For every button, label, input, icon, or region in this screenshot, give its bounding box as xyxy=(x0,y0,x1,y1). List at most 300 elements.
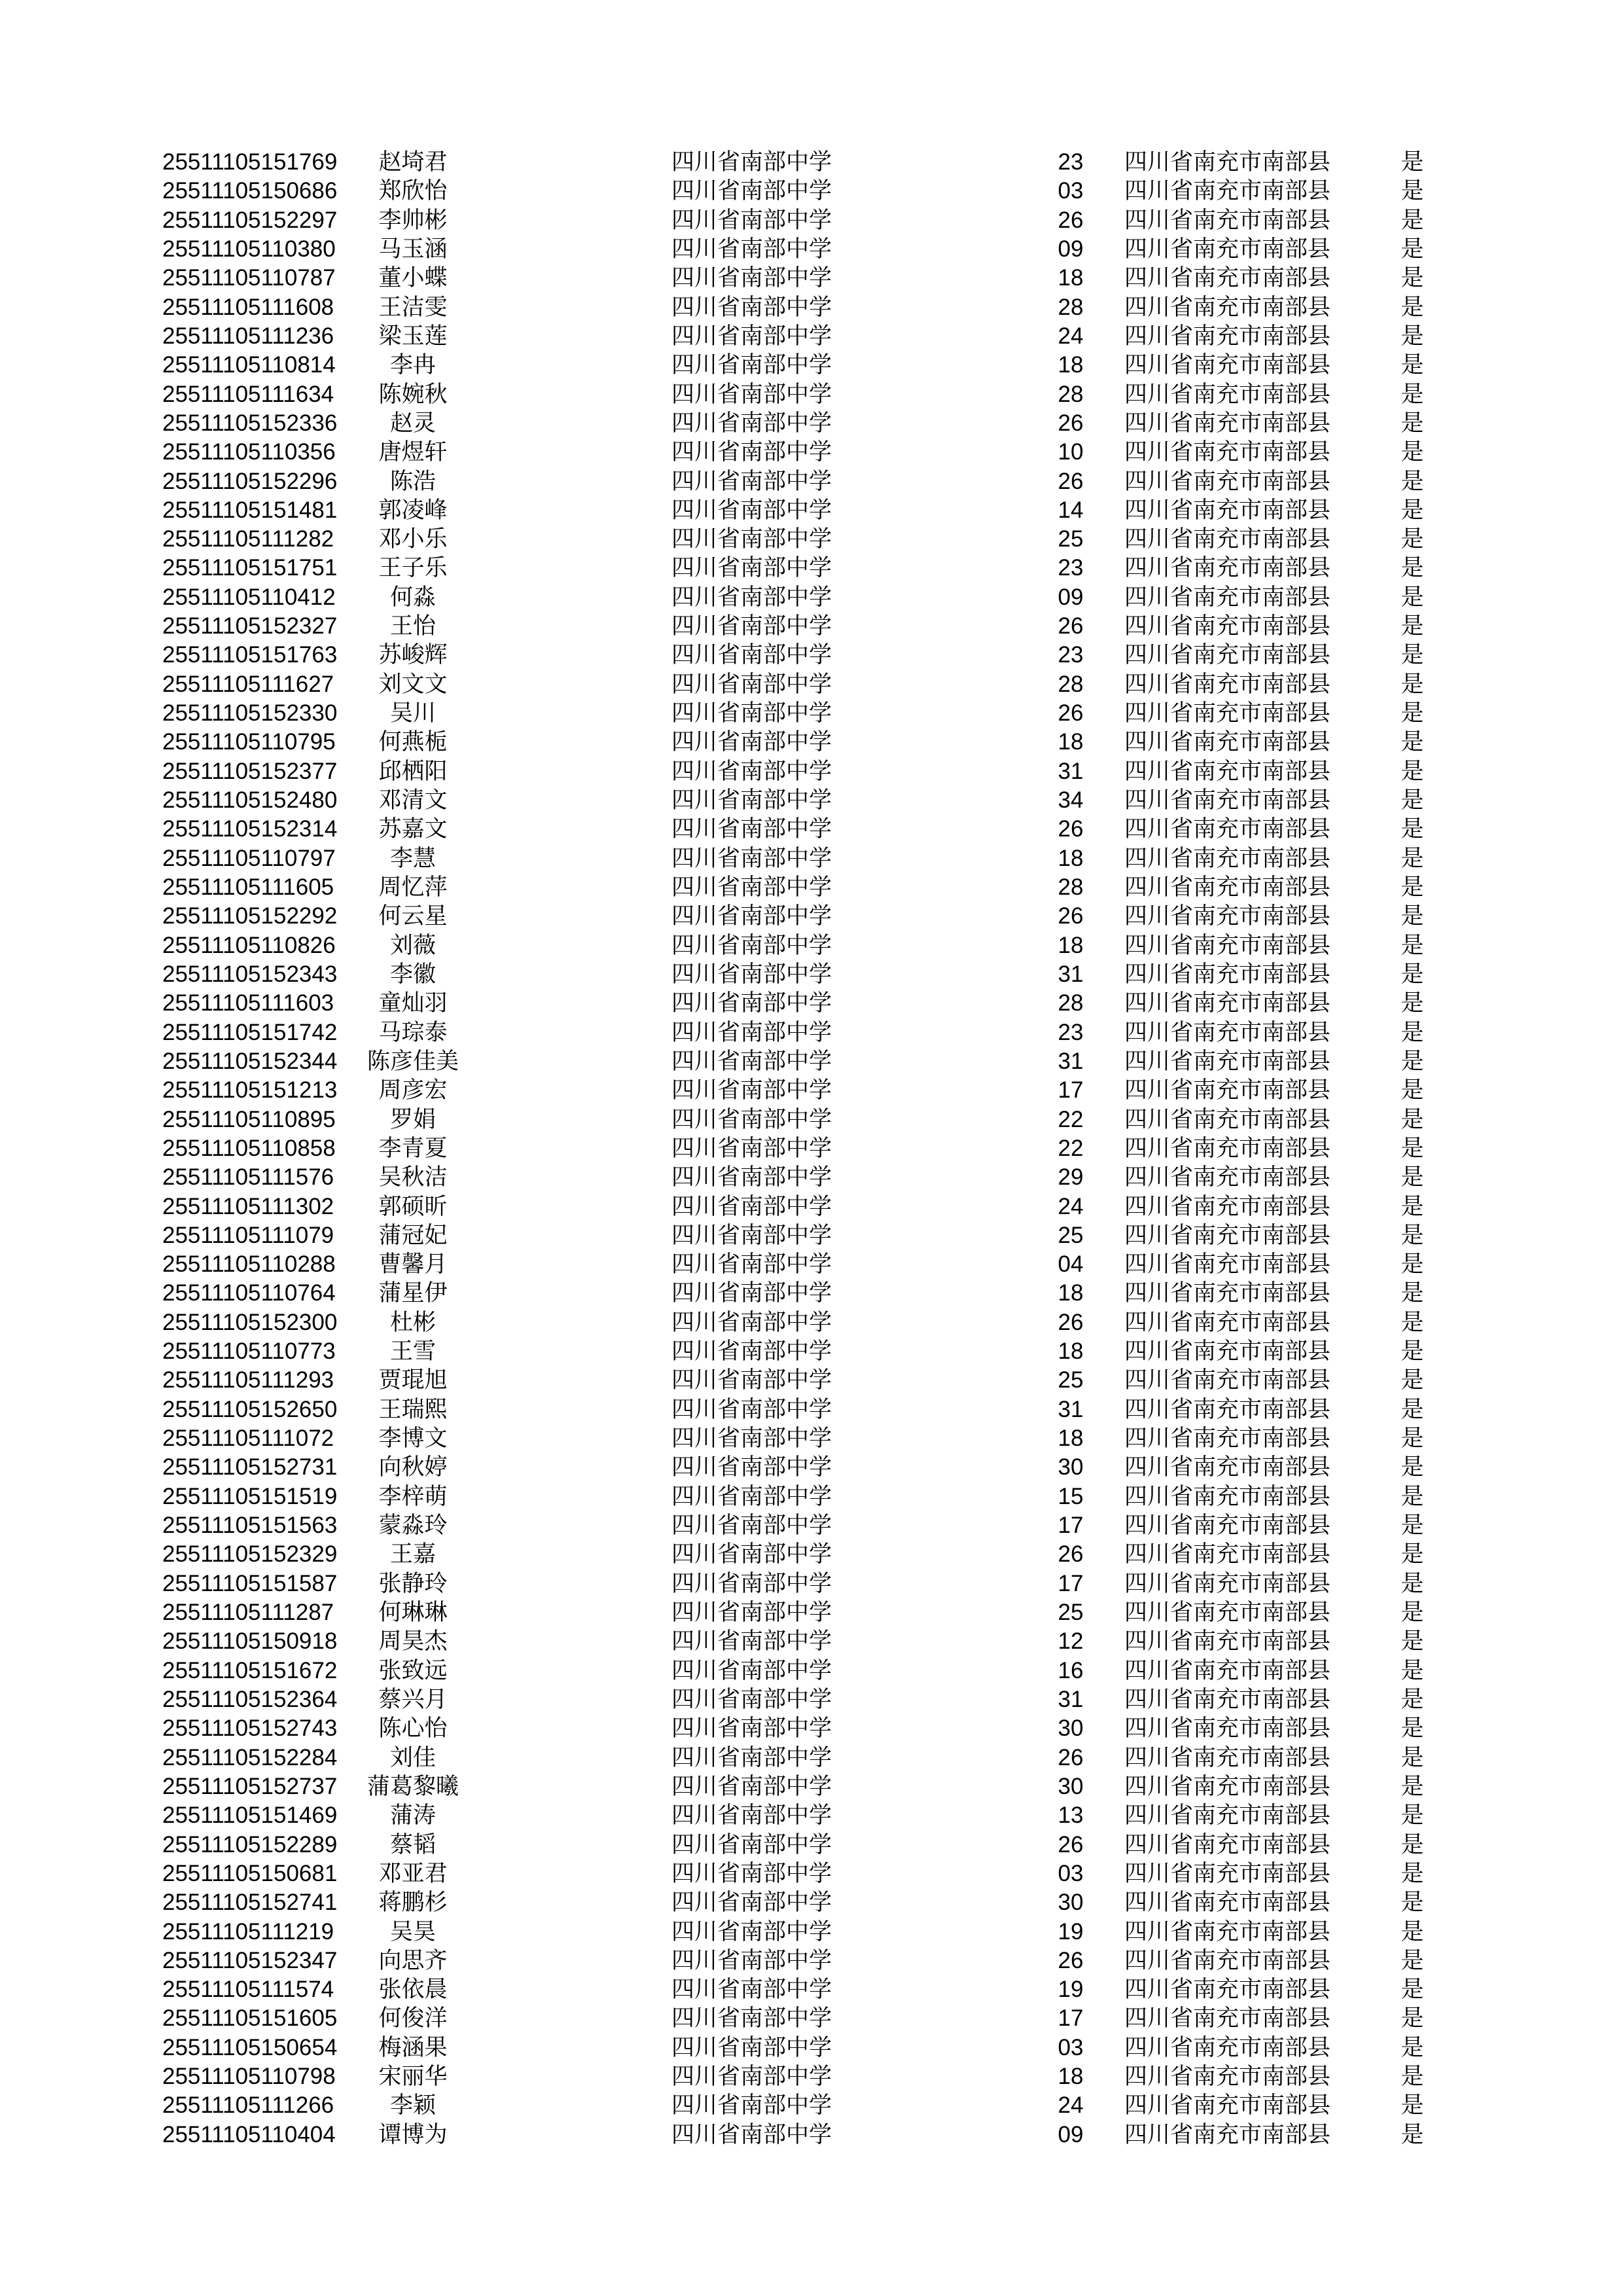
table-row xyxy=(0,1888,1623,1917)
cell-school: 四川省南部中学 xyxy=(671,178,832,204)
cell-student-name: 王洁雯 xyxy=(378,294,448,320)
cell-school: 四川省南部中学 xyxy=(671,555,832,581)
cell-class-code: 26 xyxy=(1058,1831,1084,1857)
cell-region: 四川省南充市南部县 xyxy=(1124,729,1331,755)
cell-class-code: 17 xyxy=(1058,2005,1084,2032)
cell-student-name: 刘薇 xyxy=(389,932,436,958)
cell-status: 是 xyxy=(1400,961,1424,987)
cell-student-name: 张静玲 xyxy=(378,1570,448,1596)
table-row xyxy=(0,525,1623,554)
cell-class-code: 26 xyxy=(1058,1744,1084,1770)
cell-student-name: 马玉涵 xyxy=(378,236,448,262)
cell-region: 四川省南充市南部县 xyxy=(1124,1918,1331,1945)
cell-region: 四川省南充市南部县 xyxy=(1124,1222,1331,1248)
cell-region: 四川省南充市南部县 xyxy=(1124,1513,1331,1539)
cell-student-name: 李青夏 xyxy=(378,1135,448,1161)
cell-class-code: 31 xyxy=(1058,758,1084,784)
cell-student-name: 蔡兴月 xyxy=(378,1686,448,1712)
cell-region: 四川省南充市南部县 xyxy=(1124,439,1331,465)
cell-student-name: 向思齐 xyxy=(378,1947,448,1973)
table-row xyxy=(0,2121,1623,2149)
cell-student-name: 陈浩 xyxy=(389,468,436,494)
cell-student-name: 向秋婷 xyxy=(378,1454,448,1480)
cell-class-code: 30 xyxy=(1058,1715,1084,1742)
cell-class-code: 18 xyxy=(1058,1280,1084,1306)
table-row xyxy=(0,583,1623,612)
cell-status: 是 xyxy=(1400,1803,1424,1829)
cell-student-name: 李博文 xyxy=(378,1426,448,1452)
cell-school: 四川省南部中学 xyxy=(671,439,832,465)
cell-class-code: 23 xyxy=(1058,555,1084,581)
cell-school: 四川省南部中学 xyxy=(671,1193,832,1219)
cell-region: 四川省南充市南部县 xyxy=(1124,2121,1331,2147)
table-row xyxy=(0,1714,1623,1743)
table-row xyxy=(0,1685,1623,1714)
cell-exam-id: 25511105152327 xyxy=(162,613,338,639)
cell-region: 四川省南充市南部县 xyxy=(1124,787,1331,814)
cell-school: 四川省南部中学 xyxy=(671,2005,832,2032)
cell-status: 是 xyxy=(1400,584,1424,610)
cell-school: 四川省南部中学 xyxy=(671,1947,832,1973)
cell-status: 是 xyxy=(1400,990,1424,1016)
cell-student-name: 何燕栀 xyxy=(378,729,448,755)
cell-region: 四川省南充市南部县 xyxy=(1124,1426,1331,1452)
table-row xyxy=(0,409,1623,438)
cell-region: 四川省南充市南部县 xyxy=(1124,758,1331,784)
cell-region: 四川省南充市南部县 xyxy=(1124,816,1331,842)
cell-exam-id: 25511105110795 xyxy=(162,729,336,755)
table-row xyxy=(0,2004,1623,2033)
cell-school: 四川省南部中学 xyxy=(671,1890,832,1916)
table-row xyxy=(0,235,1623,264)
cell-class-code: 28 xyxy=(1058,294,1084,320)
cell-status: 是 xyxy=(1400,1454,1424,1480)
cell-exam-id: 25511105152377 xyxy=(162,758,338,784)
cell-status: 是 xyxy=(1400,2034,1424,2060)
cell-class-code: 18 xyxy=(1058,265,1084,291)
table-row xyxy=(0,1598,1623,1627)
cell-status: 是 xyxy=(1400,555,1424,581)
cell-school: 四川省南部中学 xyxy=(671,1019,832,1045)
table-row xyxy=(0,960,1623,989)
cell-status: 是 xyxy=(1400,2064,1424,2090)
cell-class-code: 25 xyxy=(1058,1222,1084,1248)
cell-status: 是 xyxy=(1400,1396,1424,1422)
cell-status: 是 xyxy=(1400,1193,1424,1219)
cell-exam-id: 25511105111605 xyxy=(162,874,334,900)
cell-exam-id: 25511105151742 xyxy=(162,1019,338,1045)
cell-status: 是 xyxy=(1400,1570,1424,1596)
cell-school: 四川省南部中学 xyxy=(671,1657,832,1683)
table-row xyxy=(0,1134,1623,1163)
cell-status: 是 xyxy=(1400,149,1424,175)
cell-student-name: 吴昊 xyxy=(389,1918,436,1945)
table-row xyxy=(0,1744,1623,1772)
cell-region: 四川省南充市南部县 xyxy=(1124,1686,1331,1712)
table-row xyxy=(0,1337,1623,1366)
cell-class-code: 26 xyxy=(1058,816,1084,842)
roster-table xyxy=(0,148,1623,2177)
cell-exam-id: 25511105152289 xyxy=(162,1831,338,1857)
cell-exam-id: 25511105150686 xyxy=(162,178,338,204)
cell-class-code: 09 xyxy=(1058,584,1084,610)
cell-status: 是 xyxy=(1400,1426,1424,1452)
cell-school: 四川省南部中学 xyxy=(671,1280,832,1306)
cell-school: 四川省南部中学 xyxy=(671,1135,832,1161)
cell-status: 是 xyxy=(1400,1280,1424,1306)
cell-school: 四川省南部中学 xyxy=(671,1918,832,1945)
cell-school: 四川省南部中学 xyxy=(671,323,832,349)
cell-student-name: 刘文文 xyxy=(378,671,448,697)
table-row xyxy=(0,1366,1623,1395)
cell-region: 四川省南充市南部县 xyxy=(1124,468,1331,494)
cell-region: 四川省南充市南部县 xyxy=(1124,294,1331,320)
cell-status: 是 xyxy=(1400,729,1424,755)
cell-class-code: 18 xyxy=(1058,845,1084,871)
cell-class-code: 26 xyxy=(1058,903,1084,929)
cell-region: 四川省南充市南部县 xyxy=(1124,1164,1331,1191)
cell-class-code: 22 xyxy=(1058,1106,1084,1132)
cell-exam-id: 25511105151751 xyxy=(162,555,338,581)
cell-status: 是 xyxy=(1400,497,1424,523)
cell-student-name: 蒙淼玲 xyxy=(378,1513,448,1539)
cell-exam-id: 25511105110787 xyxy=(162,265,336,291)
table-row xyxy=(0,1801,1623,1830)
table-row xyxy=(0,177,1623,206)
cell-region: 四川省南充市南部县 xyxy=(1124,1251,1331,1278)
cell-school: 四川省南部中学 xyxy=(671,1570,832,1596)
cell-status: 是 xyxy=(1400,903,1424,929)
table-row xyxy=(0,728,1623,757)
cell-student-name: 郭硕昕 xyxy=(378,1193,448,1219)
cell-status: 是 xyxy=(1400,932,1424,958)
cell-region: 四川省南充市南部县 xyxy=(1124,1106,1331,1132)
cell-status: 是 xyxy=(1400,2092,1424,2119)
cell-class-code: 25 xyxy=(1058,1600,1084,1625)
cell-student-name: 蔡韬 xyxy=(389,1831,436,1857)
cell-exam-id: 25511105111608 xyxy=(162,294,334,320)
cell-school: 四川省南部中学 xyxy=(671,410,832,436)
table-row xyxy=(0,699,1623,728)
cell-status: 是 xyxy=(1400,265,1424,291)
cell-school: 四川省南部中学 xyxy=(671,294,832,320)
table-row xyxy=(0,1047,1623,1076)
cell-school: 四川省南部中学 xyxy=(671,1628,832,1655)
table-row xyxy=(0,1018,1623,1047)
cell-school: 四川省南部中学 xyxy=(671,2064,832,2090)
cell-class-code: 23 xyxy=(1058,642,1084,668)
cell-school: 四川省南部中学 xyxy=(671,990,832,1016)
cell-exam-id: 25511105151481 xyxy=(162,497,338,523)
cell-school: 四川省南部中学 xyxy=(671,1338,832,1365)
cell-exam-id: 25511105111287 xyxy=(162,1600,334,1625)
cell-class-code: 25 xyxy=(1058,1367,1084,1393)
cell-student-name: 宋丽华 xyxy=(378,2064,448,2090)
cell-region: 四川省南充市南部县 xyxy=(1124,1019,1331,1045)
cell-exam-id: 25511105110858 xyxy=(162,1135,336,1161)
cell-status: 是 xyxy=(1400,671,1424,697)
cell-region: 四川省南充市南部县 xyxy=(1124,1947,1331,1973)
cell-status: 是 xyxy=(1400,1483,1424,1509)
table-row xyxy=(0,612,1623,641)
cell-region: 四川省南充市南部县 xyxy=(1124,990,1331,1016)
cell-region: 四川省南充市南部县 xyxy=(1124,526,1331,552)
cell-exam-id: 25511105152314 xyxy=(162,816,338,842)
cell-school: 四川省南部中学 xyxy=(671,2121,832,2147)
cell-exam-id: 25511105152292 xyxy=(162,903,338,929)
cell-region: 四川省南充市南部县 xyxy=(1124,1977,1331,2003)
table-row xyxy=(0,1511,1623,1540)
cell-exam-id: 25511105111293 xyxy=(162,1367,334,1393)
cell-school: 四川省南部中学 xyxy=(671,1367,832,1393)
cell-class-code: 28 xyxy=(1058,671,1084,697)
cell-school: 四川省南部中学 xyxy=(671,1744,832,1770)
cell-exam-id: 25511105151519 xyxy=(162,1483,338,1509)
cell-school: 四川省南部中学 xyxy=(671,1686,832,1712)
cell-school: 四川省南部中学 xyxy=(671,381,832,407)
cell-exam-id: 25511105152364 xyxy=(162,1686,338,1712)
cell-exam-id: 25511105152336 xyxy=(162,410,338,436)
cell-class-code: 24 xyxy=(1058,1193,1084,1219)
cell-exam-id: 25511105152329 xyxy=(162,1541,338,1568)
table-row xyxy=(0,902,1623,931)
cell-exam-id: 25511105111627 xyxy=(162,671,334,697)
cell-school: 四川省南部中学 xyxy=(671,526,832,552)
cell-class-code: 09 xyxy=(1058,2121,1084,2147)
cell-exam-id: 25511105152737 xyxy=(162,1773,338,1799)
table-row xyxy=(0,1424,1623,1453)
cell-class-code: 28 xyxy=(1058,381,1084,407)
cell-region: 四川省南充市南部县 xyxy=(1124,1454,1331,1480)
cell-school: 四川省南部中学 xyxy=(671,1773,832,1799)
cell-student-name: 陈婉秋 xyxy=(378,381,448,407)
cell-student-name: 蒲星伊 xyxy=(378,1280,448,1306)
cell-exam-id: 25511105152743 xyxy=(162,1715,338,1742)
cell-student-name: 童灿羽 xyxy=(378,990,448,1016)
table-row xyxy=(0,989,1623,1018)
cell-exam-id: 25511105110814 xyxy=(162,352,336,378)
table-row xyxy=(0,264,1623,293)
cell-school: 四川省南部中学 xyxy=(671,1426,832,1452)
cell-exam-id: 25511105110797 xyxy=(162,845,336,871)
cell-exam-id: 25511105150681 xyxy=(162,1860,338,1886)
cell-status: 是 xyxy=(1400,352,1424,378)
cell-exam-id: 25511105110764 xyxy=(162,1280,336,1306)
cell-exam-id: 25511105111634 xyxy=(162,381,334,407)
cell-status: 是 xyxy=(1400,1513,1424,1539)
cell-exam-id: 25511105110895 xyxy=(162,1106,336,1132)
cell-exam-id: 25511105111236 xyxy=(162,323,334,349)
table-row xyxy=(0,1627,1623,1656)
cell-region: 四川省南充市南部县 xyxy=(1124,1890,1331,1916)
cell-school: 四川省南部中学 xyxy=(671,584,832,610)
cell-region: 四川省南充市南部县 xyxy=(1124,1135,1331,1161)
cell-student-name: 邓小乐 xyxy=(378,526,448,552)
cell-class-code: 30 xyxy=(1058,1890,1084,1916)
table-row xyxy=(0,786,1623,815)
cell-student-name: 梅涵果 xyxy=(378,2034,448,2060)
table-row xyxy=(0,931,1623,960)
cell-status: 是 xyxy=(1400,2005,1424,2032)
cell-region: 四川省南充市南部县 xyxy=(1124,2005,1331,2032)
cell-class-code: 31 xyxy=(1058,961,1084,987)
cell-school: 四川省南部中学 xyxy=(671,1164,832,1191)
cell-region: 四川省南充市南部县 xyxy=(1124,1773,1331,1799)
cell-class-code: 31 xyxy=(1058,1686,1084,1712)
cell-region: 四川省南充市南部县 xyxy=(1124,1483,1331,1509)
cell-exam-id: 25511105151672 xyxy=(162,1657,338,1683)
cell-class-code: 23 xyxy=(1058,1019,1084,1045)
cell-student-name: 何云星 xyxy=(378,903,448,929)
cell-student-name: 李冉 xyxy=(389,352,436,378)
table-row xyxy=(0,844,1623,873)
cell-region: 四川省南充市南部县 xyxy=(1124,1193,1331,1219)
cell-exam-id: 25511105151605 xyxy=(162,2005,338,2032)
cell-student-name: 王瑞熙 xyxy=(378,1396,448,1422)
cell-student-name: 王怡 xyxy=(389,613,436,639)
cell-region: 四川省南充市南部县 xyxy=(1124,1860,1331,1886)
cell-student-name: 杜彬 xyxy=(389,1309,436,1335)
cell-status: 是 xyxy=(1400,1222,1424,1248)
cell-student-name: 刘佳 xyxy=(389,1744,436,1770)
cell-class-code: 14 xyxy=(1058,497,1084,523)
cell-student-name: 何俊洋 xyxy=(378,2005,448,2032)
cell-school: 四川省南部中学 xyxy=(671,903,832,929)
cell-class-code: 23 xyxy=(1058,149,1084,175)
cell-class-code: 03 xyxy=(1058,178,1084,204)
cell-class-code: 28 xyxy=(1058,990,1084,1016)
cell-exam-id: 25511105152284 xyxy=(162,1744,338,1770)
cell-student-name: 何琳琳 xyxy=(378,1600,448,1625)
cell-exam-id: 25511105111079 xyxy=(162,1222,334,1248)
cell-status: 是 xyxy=(1400,1541,1424,1568)
cell-region: 四川省南充市南部县 xyxy=(1124,2092,1331,2119)
table-row xyxy=(0,496,1623,525)
cell-exam-id: 25511105152344 xyxy=(162,1048,338,1074)
cell-region: 四川省南充市南部县 xyxy=(1124,178,1331,204)
cell-status: 是 xyxy=(1400,323,1424,349)
cell-school: 四川省南部中学 xyxy=(671,1803,832,1829)
cell-status: 是 xyxy=(1400,1338,1424,1365)
cell-exam-id: 25511105150654 xyxy=(162,2034,338,2060)
cell-class-code: 24 xyxy=(1058,2092,1084,2119)
cell-class-code: 17 xyxy=(1058,1077,1084,1103)
table-row xyxy=(0,1221,1623,1250)
cell-class-code: 31 xyxy=(1058,1048,1084,1074)
cell-exam-id: 25511105110380 xyxy=(162,236,336,262)
cell-exam-id: 25511105151563 xyxy=(162,1513,338,1539)
table-row xyxy=(0,1308,1623,1337)
cell-status: 是 xyxy=(1400,758,1424,784)
cell-region: 四川省南充市南部县 xyxy=(1124,1048,1331,1074)
cell-class-code: 18 xyxy=(1058,2064,1084,2090)
cell-class-code: 26 xyxy=(1058,1541,1084,1568)
cell-class-code: 25 xyxy=(1058,526,1084,552)
cell-exam-id: 25511105151763 xyxy=(162,642,338,668)
cell-region: 四川省南充市南部县 xyxy=(1124,874,1331,900)
cell-student-name: 周忆萍 xyxy=(378,874,448,900)
cell-school: 四川省南部中学 xyxy=(671,1048,832,1074)
cell-student-name: 王雪 xyxy=(389,1338,436,1365)
cell-school: 四川省南部中学 xyxy=(671,613,832,639)
cell-school: 四川省南部中学 xyxy=(671,1222,832,1248)
cell-school: 四川省南部中学 xyxy=(671,700,832,726)
cell-exam-id: 25511105151769 xyxy=(162,149,338,175)
cell-region: 四川省南充市南部县 xyxy=(1124,1628,1331,1655)
cell-status: 是 xyxy=(1400,1947,1424,1973)
cell-status: 是 xyxy=(1400,207,1424,233)
cell-exam-id: 25511105151213 xyxy=(162,1077,338,1103)
cell-class-code: 26 xyxy=(1058,410,1084,436)
table-row xyxy=(0,380,1623,409)
table-row xyxy=(0,1946,1623,1975)
table-row xyxy=(0,2091,1623,2120)
cell-status: 是 xyxy=(1400,1977,1424,2003)
cell-status: 是 xyxy=(1400,1918,1424,1945)
cell-status: 是 xyxy=(1400,1628,1424,1655)
cell-student-name: 何淼 xyxy=(389,584,436,610)
cell-status: 是 xyxy=(1400,1077,1424,1103)
cell-school: 四川省南部中学 xyxy=(671,2092,832,2119)
cell-status: 是 xyxy=(1400,1251,1424,1278)
cell-student-name: 邱栖阳 xyxy=(378,758,448,784)
cell-school: 四川省南部中学 xyxy=(671,932,832,958)
cell-region: 四川省南充市南部县 xyxy=(1124,1338,1331,1365)
cell-exam-id: 25511105110773 xyxy=(162,1338,336,1365)
table-row xyxy=(0,1540,1623,1569)
cell-exam-id: 25511105110412 xyxy=(162,584,336,610)
cell-student-name: 蒲涛 xyxy=(389,1803,436,1829)
cell-student-name: 李徽 xyxy=(389,961,436,987)
cell-class-code: 18 xyxy=(1058,352,1084,378)
cell-exam-id: 25511105111302 xyxy=(162,1193,334,1219)
cell-region: 四川省南充市南部县 xyxy=(1124,149,1331,175)
table-row xyxy=(0,1772,1623,1801)
cell-class-code: 18 xyxy=(1058,1338,1084,1365)
cell-school: 四川省南部中学 xyxy=(671,845,832,871)
cell-status: 是 xyxy=(1400,613,1424,639)
cell-school: 四川省南部中学 xyxy=(671,2034,832,2060)
cell-student-name: 邓亚君 xyxy=(378,1860,448,1886)
cell-region: 四川省南充市南部县 xyxy=(1124,207,1331,233)
table-row xyxy=(0,1279,1623,1308)
cell-student-name: 陈心怡 xyxy=(378,1715,448,1742)
table-row xyxy=(0,1482,1623,1511)
cell-exam-id: 25511105152296 xyxy=(162,468,338,494)
cell-region: 四川省南充市南部县 xyxy=(1124,1803,1331,1829)
cell-student-name: 贾琨旭 xyxy=(378,1367,448,1393)
cell-exam-id: 25511105111603 xyxy=(162,990,334,1016)
table-row xyxy=(0,757,1623,786)
cell-school: 四川省南部中学 xyxy=(671,1106,832,1132)
cell-status: 是 xyxy=(1400,1309,1424,1335)
cell-exam-id: 25511105111266 xyxy=(162,2092,334,2119)
cell-school: 四川省南部中学 xyxy=(671,1860,832,1886)
cell-class-code: 30 xyxy=(1058,1773,1084,1799)
cell-class-code: 18 xyxy=(1058,1426,1084,1452)
cell-school: 四川省南部中学 xyxy=(671,1309,832,1335)
cell-school: 四川省南部中学 xyxy=(671,729,832,755)
cell-student-name: 张致远 xyxy=(378,1657,448,1683)
cell-status: 是 xyxy=(1400,468,1424,494)
cell-student-name: 蒋鹏杉 xyxy=(378,1890,448,1916)
cell-class-code: 18 xyxy=(1058,932,1084,958)
cell-region: 四川省南充市南部县 xyxy=(1124,671,1331,697)
cell-school: 四川省南部中学 xyxy=(671,468,832,494)
cell-student-name: 赵埼君 xyxy=(378,149,448,175)
cell-school: 四川省南部中学 xyxy=(671,497,832,523)
table-row xyxy=(0,1076,1623,1105)
